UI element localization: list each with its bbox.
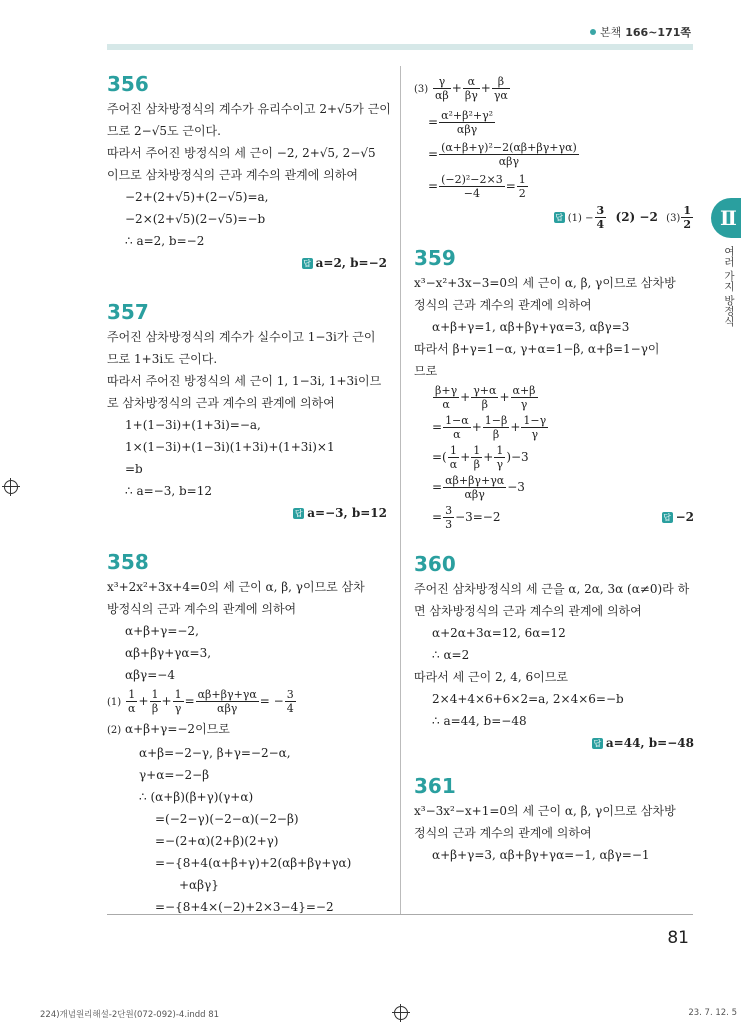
equation-line: = $\frac{1-\alpha}{\alpha}$ + $\frac{1-\beta}{\beta}$ + $\frac{1-\gamma}{\gamma}$ <box>432 414 547 441</box>
text-line: 므로 2−√5도 근이다. <box>107 124 221 138</box>
problem-356 <box>107 72 391 274</box>
equation-line: ∴ α=2 <box>432 648 470 662</box>
text-line: 따라서 주어진 방정식의 세 근이 −2, 2+√5, 2−√5 <box>107 146 376 160</box>
problem-358 <box>107 550 387 918</box>
equation-line: −2+(2+√5)+(2−√5)=a, <box>125 190 269 204</box>
answer-icon: 답 <box>663 513 671 522</box>
sub-label: (3) <box>414 84 429 95</box>
answer-text: a=−3, b=12 <box>307 506 387 520</box>
text-line: x³−x²+3x−3=0의 세 근이 α, β, γ이므로 삼차방 <box>414 276 676 290</box>
text-line: 므로 1+3i도 근이다. <box>107 352 218 366</box>
header-label: 본책 <box>599 26 622 39</box>
problem-357 <box>107 300 387 524</box>
text-line: 따라서 세 근이 2, 4, 6이므로 <box>414 670 568 684</box>
problem-number: 357 <box>107 300 149 324</box>
equation-line: (1) $\frac{1}{\alpha}$ + $\frac{1}{\beta}$ + $\frac{1}{\gamma}$ = αβ+βγ+γα αβγ = − $\frac{3}{4}$ <box>107 688 294 715</box>
page-header <box>590 24 691 40</box>
fraction: $\frac{1}{\beta}$ <box>151 688 159 715</box>
fraction: α²+β²+γ² αβγ <box>441 109 494 136</box>
text-line: 로 삼차방정식의 근과 계수의 관계에 의하여 <box>107 396 335 410</box>
page-number: 81 <box>667 928 689 948</box>
text-line: 따라서 β+γ=1−α, γ+α=1−β, α+β=1−γ이 <box>414 342 660 356</box>
fraction: $\frac{\text{(−2)²−2×3}}{-4}$ <box>441 173 503 200</box>
answer-line <box>107 502 387 524</box>
problem-361 <box>414 774 694 866</box>
equation-line: = αβ+βγ+γα αβγ −3 <box>432 474 525 501</box>
equation-line: =b <box>125 462 143 476</box>
bullet-icon <box>590 29 596 35</box>
footer-rule <box>107 914 693 915</box>
equation-line: +αβγ} <box>179 878 219 892</box>
fraction: $\frac{1}{2}$ <box>518 173 526 200</box>
equation-line: γ+α=−2−β <box>139 768 210 782</box>
equation-line: = $\frac{3}{3}$ −3=−2 답 −2 <box>432 504 694 531</box>
answer-line <box>414 732 694 754</box>
equation-line: (3) $\frac{\gamma}{\alpha\beta}$ + $\frac{\alpha}{\beta\gamma}$ + $\frac{\beta}{\gamma\alpha}$ <box>414 75 508 102</box>
equation-line: =(−2−γ)(−2−α)(−2−β) <box>155 812 299 826</box>
equation-line: α+2α+3α=12, 6α=12 <box>432 626 566 640</box>
equation-line: = $\frac{\text{(−2)²−2×3}}{-4}$ = $\frac{1}{2}$ <box>428 173 526 200</box>
fraction: (α+β+γ)²−2(αβ+βγ+γα) αβγ <box>441 141 577 168</box>
column-divider <box>400 66 401 914</box>
chapter-label: 여러 가지 방정식 <box>723 246 735 327</box>
equation-line: αβ+βγ+γα=3, <box>125 646 212 660</box>
text-line: 주어진 삼차방정식의 세 근을 α, 2α, 3α (α≠0)라 하 <box>414 582 690 596</box>
equation-line: ∴ a=−3, b=12 <box>125 484 212 498</box>
answer-icon: 답 <box>555 213 564 222</box>
equation-line: ∴ a=44, b=−48 <box>432 714 527 728</box>
answer-text: a=2, b=−2 <box>315 256 387 270</box>
equals-minus: = − <box>259 694 284 708</box>
fraction: αβ+βγ+γα αβγ <box>197 688 257 715</box>
problem-358-part3 <box>414 72 694 234</box>
equation-line: ∴ a=2, b=−2 <box>125 234 205 248</box>
fraction: $\frac{1}{\gamma}$ <box>174 688 182 715</box>
problem-number: 359 <box>414 246 456 270</box>
equation-line: =−{8+4(α+β+γ)+2(αβ+βγ+γα) <box>155 856 352 870</box>
answer-text: a=44, b=−48 <box>605 736 694 750</box>
text-line: 정식의 근과 계수의 관계에 의하여 <box>414 826 592 840</box>
problem-359 <box>414 246 694 532</box>
equation-line: = (α+β+γ)²−2(αβ+βγ+γα) αβγ <box>428 141 577 168</box>
text-line: 따라서 주어진 방정식의 세 근이 1, 1−3i, 1+3i이므 <box>107 374 382 388</box>
equation-line: 2×4+4×6+6×2=a, 2×4×6=−b <box>432 692 624 706</box>
text-line: x³+2x²+3x+4=0의 세 근이 α, β, γ이므로 삼차 <box>107 580 365 594</box>
equation-line: =−(2+α)(2+β)(2+γ) <box>155 834 279 848</box>
fraction: $\frac{1}{\alpha}$ <box>128 688 136 715</box>
equation-line: −2×(2+√5)(2−√5)=−b <box>125 212 266 226</box>
text-line: 면 삼차방정식의 근과 계수의 관계에 의하여 <box>414 604 642 618</box>
fraction: $\frac{\gamma}{\alpha\beta}$ <box>435 75 449 102</box>
answer-line: 답 (1) − $\frac{3}{4}$ (2) −2 (3) $\frac{1}{2}$ <box>555 204 691 231</box>
text-line: 이므로 삼차방정식의 근과 계수의 관계에 의하여 <box>107 168 358 182</box>
text-line: 정식의 근과 계수의 관계에 의하여 <box>414 298 592 312</box>
equation-line: 1×(1−3i)+(1−3i)(1+3i)+(1+3i)×1 <box>125 440 335 454</box>
equation-line: α+β+γ=3, αβ+βγ+γα=−1, αβγ=−1 <box>432 848 650 862</box>
text-line: 주어진 삼차방정식의 계수가 실수이고 1−3i가 근이 <box>107 330 376 344</box>
problem-number: 360 <box>414 552 456 576</box>
text-line: 주어진 삼차방정식의 계수가 유리수이고 2+√5가 근이 <box>107 102 391 116</box>
equation-line: $\frac{\beta+\gamma}{\alpha}$ + $\frac{\gamma+\alpha}{\beta}$ + $\frac{\alpha+\beta}{\gamma}$ <box>435 384 536 411</box>
right-column <box>414 72 694 866</box>
equation-line: α+β=−2−γ, β+γ=−2−α, <box>139 746 291 760</box>
footer-file: 224)개념원리해설-2단원(072-092)-4.indd 81 <box>40 1010 220 1020</box>
fraction: $\frac{3}{4}$ <box>286 688 294 715</box>
fraction: $\frac{\alpha}{\beta\gamma}$ <box>464 75 478 102</box>
equation-line: = α²+β²+γ² αβγ <box>428 109 494 136</box>
registration-mark-icon <box>394 1006 408 1020</box>
registration-mark-icon <box>4 480 18 494</box>
fraction: $\frac{\beta}{\gamma\alpha}$ <box>493 75 508 102</box>
equation-line: α+β+γ=1, αβ+βγ+γα=3, αβγ=3 <box>432 320 630 334</box>
equation-line: ∴ (α+β)(β+γ)(γ+α) <box>139 790 254 804</box>
equation-line: αβγ=−4 <box>125 668 175 682</box>
problem-number: 358 <box>107 550 149 574</box>
header-pages: 166~171쪽 <box>625 26 691 39</box>
sub-label: (1) <box>107 697 122 708</box>
answer-line <box>107 252 387 274</box>
left-column <box>107 72 391 918</box>
problem-360 <box>414 552 694 754</box>
equation-line: =( $\frac{1}{\alpha}$ + $\frac{1}{\beta}$ + $\frac{1}{\gamma}$ )−3 <box>432 444 529 471</box>
text-line: 방정식의 근과 계수의 관계에 의하여 <box>107 602 297 616</box>
equation-line: 1+(1−3i)+(1+3i)=−a, <box>125 418 261 432</box>
answer-line: 답 −2 <box>663 510 694 524</box>
problem-number: 361 <box>414 774 456 798</box>
text-line: 므로 <box>414 364 438 378</box>
answer-icon: 답 <box>303 259 311 268</box>
footer-date: 23. 7. 12. 5 <box>688 1008 737 1018</box>
chapter-tab: Ⅱ <box>711 198 741 238</box>
top-bar <box>107 44 693 50</box>
equation-line: =−{8+4×(−2)+2×3−4}=−2 <box>155 900 334 914</box>
problem-number: 356 <box>107 72 149 96</box>
sub-label: (2) <box>107 725 122 736</box>
answer-icon: 답 <box>294 509 303 518</box>
equation-line: (2) α+β+γ=−2이므로 <box>107 722 230 736</box>
equation-line: α+β+γ=−2, <box>125 624 199 638</box>
answer-icon: 답 <box>593 739 602 748</box>
text-line: x³−3x²−x+1=0의 세 근이 α, β, γ이므로 삼차방 <box>414 804 676 818</box>
